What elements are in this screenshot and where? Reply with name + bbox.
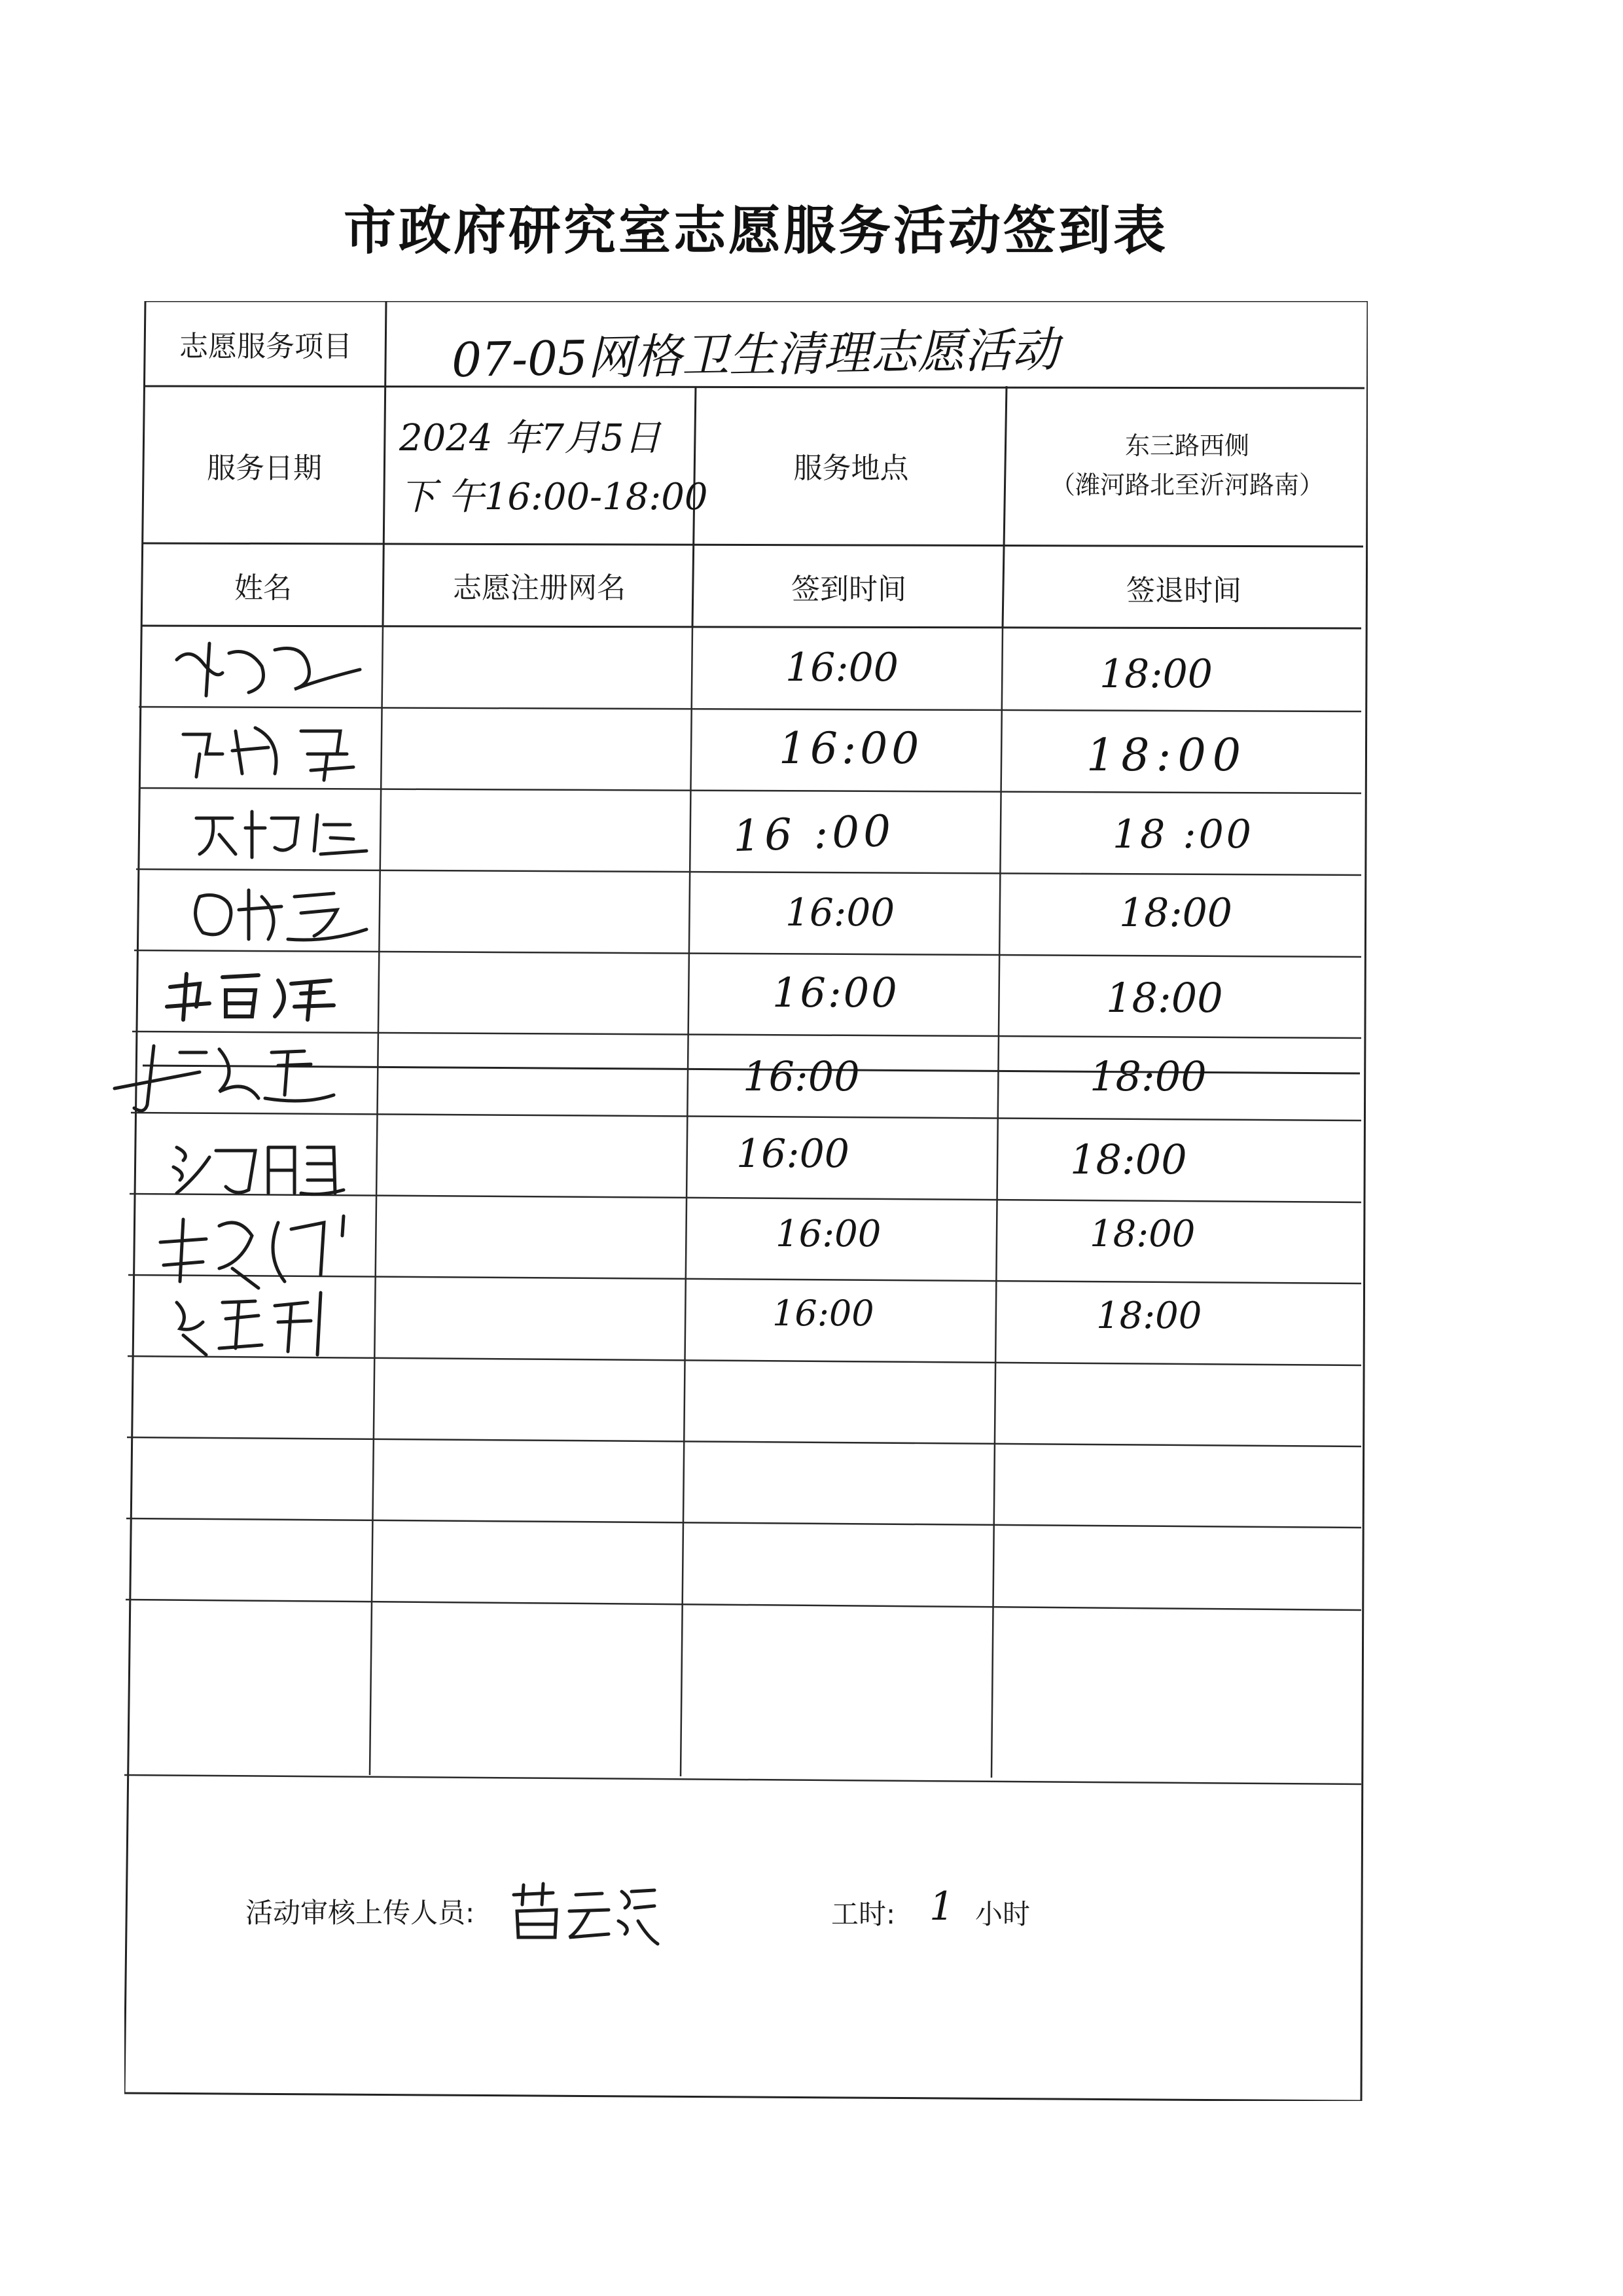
- sign-in-time-row-8: 16:00: [776, 1213, 882, 1255]
- signature-row-4: [183, 877, 380, 949]
- document-title: 市政府研究室志愿服务活动签到表: [344, 200, 1168, 261]
- location-value: [1007, 387, 1368, 543]
- location-label: 服务地点: [793, 452, 909, 485]
- sign-out-time-row-6: 18:00: [1090, 1052, 1207, 1100]
- sign-in-time-row-9: 16:00: [772, 1293, 874, 1334]
- date-label: 服务日期: [207, 452, 322, 485]
- sign-out-time-row-1: 18:00: [1099, 651, 1213, 697]
- work-hours-unit: 小时: [975, 1898, 1031, 1930]
- sign-out-time-row-9: 18:00: [1096, 1295, 1202, 1337]
- sign-out-time-row-2: 18:00: [1086, 730, 1247, 781]
- date-line-2: 下 午16:00-18:00: [399, 476, 708, 518]
- sign-in-time-row-6: 16:00: [743, 1052, 860, 1100]
- date-line-1: 2024 年7月5日: [399, 417, 661, 459]
- column-header-name: 姓名: [234, 571, 292, 605]
- sign-out-time-row-7: 18:00: [1070, 1136, 1187, 1183]
- location-line-2: （潍河路北至沂河路南）: [1050, 471, 1324, 499]
- work-hours-value: 1: [929, 1884, 955, 1929]
- signature-row-2: [170, 715, 380, 787]
- project-value: 07-05网格卫生清理志愿活动: [451, 321, 1060, 388]
- work-hours-label: 工时:: [831, 1898, 896, 1930]
- signature-row-8: [147, 1203, 363, 1295]
- signature-row-3: [187, 798, 383, 864]
- sign-in-time-row-3: 16 :00: [732, 805, 896, 862]
- sign-in-time-row-5: 16:00: [772, 969, 899, 1016]
- uploader-label: 活动审核上传人员:: [245, 1897, 475, 1929]
- sign-out-time-row-8: 18:00: [1090, 1213, 1196, 1255]
- signature-row-9: [164, 1283, 373, 1361]
- location-line-1: 东三路西侧: [1124, 431, 1249, 460]
- sign-out-time-row-4: 18:00: [1119, 890, 1232, 936]
- column-header-sign-in-time: 签到时间: [791, 573, 906, 606]
- sign-in-time-row-4: 16:00: [785, 890, 895, 935]
- sign-in-time-row-1: 16:00: [785, 645, 899, 691]
- column-header-sign-out-time: 签退时间: [1126, 574, 1241, 607]
- sign-out-time-row-5: 18:00: [1106, 974, 1223, 1022]
- sign-in-time-row-7: 16:00: [736, 1131, 849, 1177]
- sign-out-time-row-3: 18 :00: [1113, 812, 1254, 857]
- sign-in-time-row-2: 16:00: [779, 723, 923, 774]
- project-label: 志愿服务项目: [179, 330, 352, 363]
- sign-in-form: [124, 301, 1368, 2101]
- signature-row-7: [164, 1131, 373, 1203]
- signature-row-5: [160, 961, 370, 1026]
- uploader-signature: [504, 1872, 661, 1950]
- column-header-registered-name: 志愿注册网名: [453, 571, 626, 605]
- signature-row-6: [108, 1033, 350, 1118]
- signature-row-1: [164, 634, 373, 706]
